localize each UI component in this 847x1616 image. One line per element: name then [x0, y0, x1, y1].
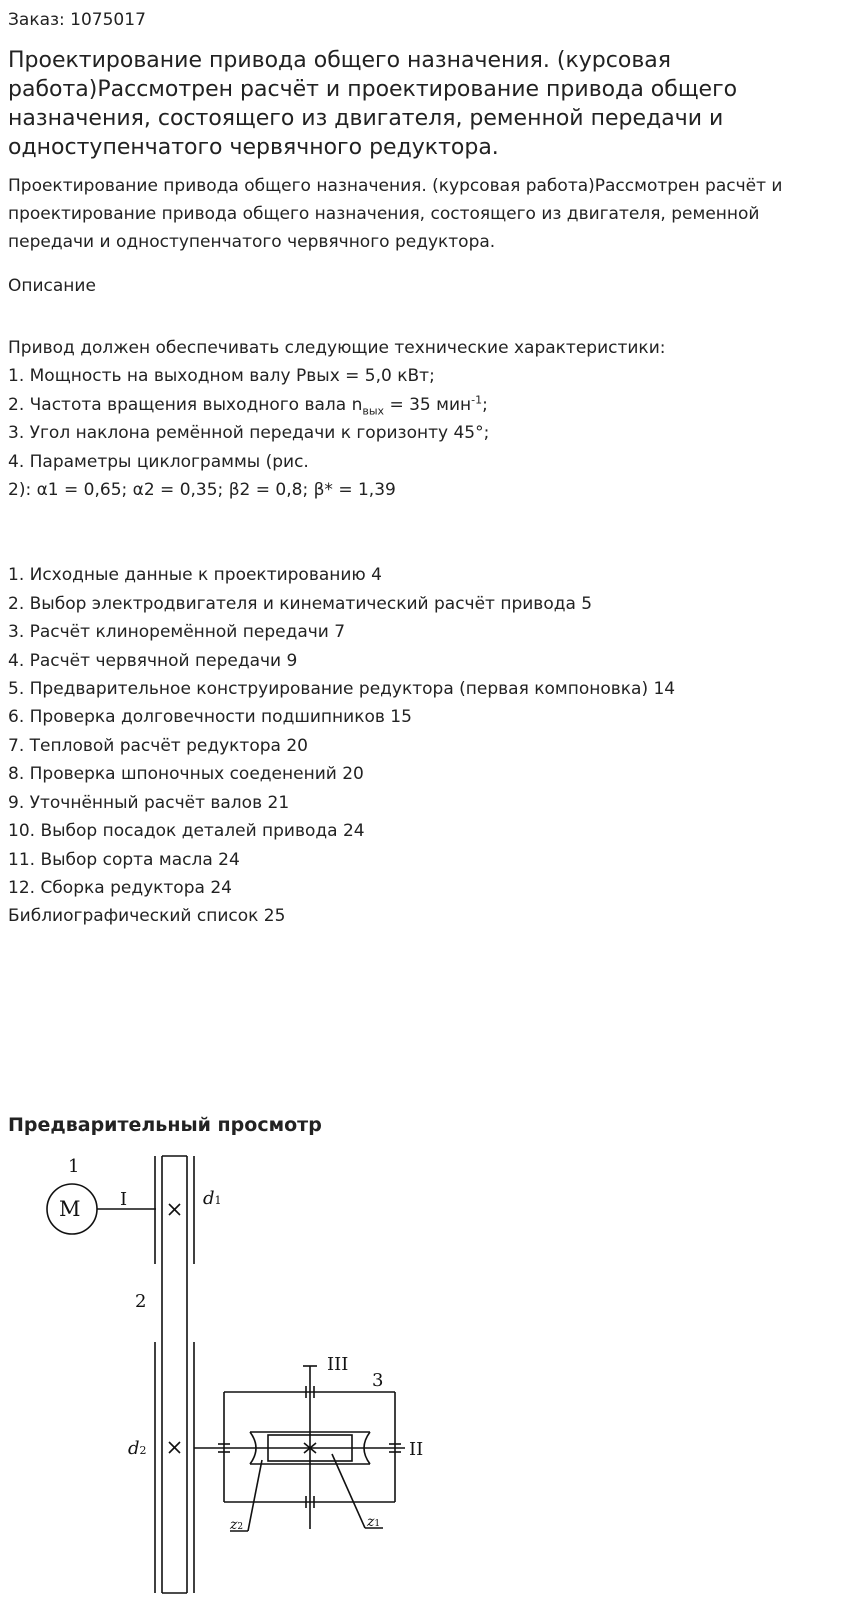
- toc-item: Библиографический список 25: [8, 906, 286, 927]
- table-of-contents: [8, 561, 838, 930]
- toc-item: 3. Расчёт клиноремённой передачи 7: [8, 622, 346, 643]
- description-item-3: 3. Угол наклона ремённой передачи к горизонту 45°;: [8, 423, 490, 444]
- order-number: Заказ: 1075017: [8, 10, 146, 30]
- toc-item: 1. Исходные данные к проектированию 4: [8, 565, 382, 586]
- subscript-out: вых: [362, 404, 385, 418]
- label-shaft-II: II: [409, 1439, 424, 1460]
- drive-scheme-figure: [0, 1150, 460, 1600]
- description-intro: Привод должен обеспечивать следующие технические характеристики:: [8, 338, 666, 358]
- preview-title: Предварительный просмотр: [8, 1114, 322, 1136]
- label-z2: z2: [230, 1517, 244, 1533]
- page-title: Проектирование привода общего назначения. (курсовая работа)Рассмотрен расчёт и проектирование привода общего назначения, состоящего из двигателя, ременной передачи и одноступенчатого червячного редуктора.: [8, 48, 738, 160]
- section-title-description: Описание: [8, 276, 96, 296]
- label-z1: z1: [367, 1514, 381, 1530]
- description-item-4a: 4. Параметры циклограммы (рис.: [8, 451, 309, 472]
- label-num-2: 2: [135, 1291, 147, 1312]
- label-shaft-III: III: [327, 1354, 349, 1375]
- toc-item: 8. Проверка шпоночных соеденений 20: [8, 764, 364, 785]
- description-item-1: 1. Мощность на выходном валу Рвых = 5,0 кВт;: [8, 366, 435, 387]
- label-d1: d1: [203, 1188, 222, 1209]
- motor-label: M: [59, 1197, 81, 1221]
- toc-item: 7. Тепловой расчёт редуктора 20: [8, 735, 308, 756]
- label-num-1: 1: [68, 1156, 80, 1177]
- toc-item: 2. Выбор электродвигателя и кинематический расчёт привода 5: [8, 593, 593, 614]
- description-block: [8, 334, 838, 504]
- toc-item: 5. Предварительное конструирование редуктора (первая компоновка) 14: [8, 679, 676, 700]
- label-shaft-I: I: [120, 1189, 128, 1210]
- description-item-4b: 2): α1 = 0,65; α2 = 0,35; β2 = 0,8; β* = 1,39: [8, 480, 396, 501]
- label-num-3: 3: [372, 1370, 384, 1391]
- toc-item: 12. Сборка редуктора 24: [8, 877, 232, 898]
- toc-item: 6. Проверка долговечности подшипников 15: [8, 707, 412, 728]
- label-d2: d2: [128, 1438, 147, 1459]
- toc-item: 10. Выбор посадок деталей привода 24: [8, 821, 365, 842]
- superscript-power: -1: [471, 393, 483, 407]
- toc-item: 9. Уточнённый расчёт валов 21: [8, 792, 290, 813]
- toc-item: 11. Выбор сорта масла 24: [8, 849, 240, 870]
- lead-text: Проектирование привода общего назначения. (курсовая работа)Рассмотрен расчёт и проектирование привода общего назначения, состоящего из двигателя, ременной передачи и одноступенчатого червячного редуктора.: [8, 176, 783, 252]
- description-item-2: 2. Частота вращения выходного вала $n_{вых} = 35$ мин$^{-1}$;: [8, 393, 488, 418]
- toc-item: 4. Расчёт червячной передачи 9: [8, 650, 298, 671]
